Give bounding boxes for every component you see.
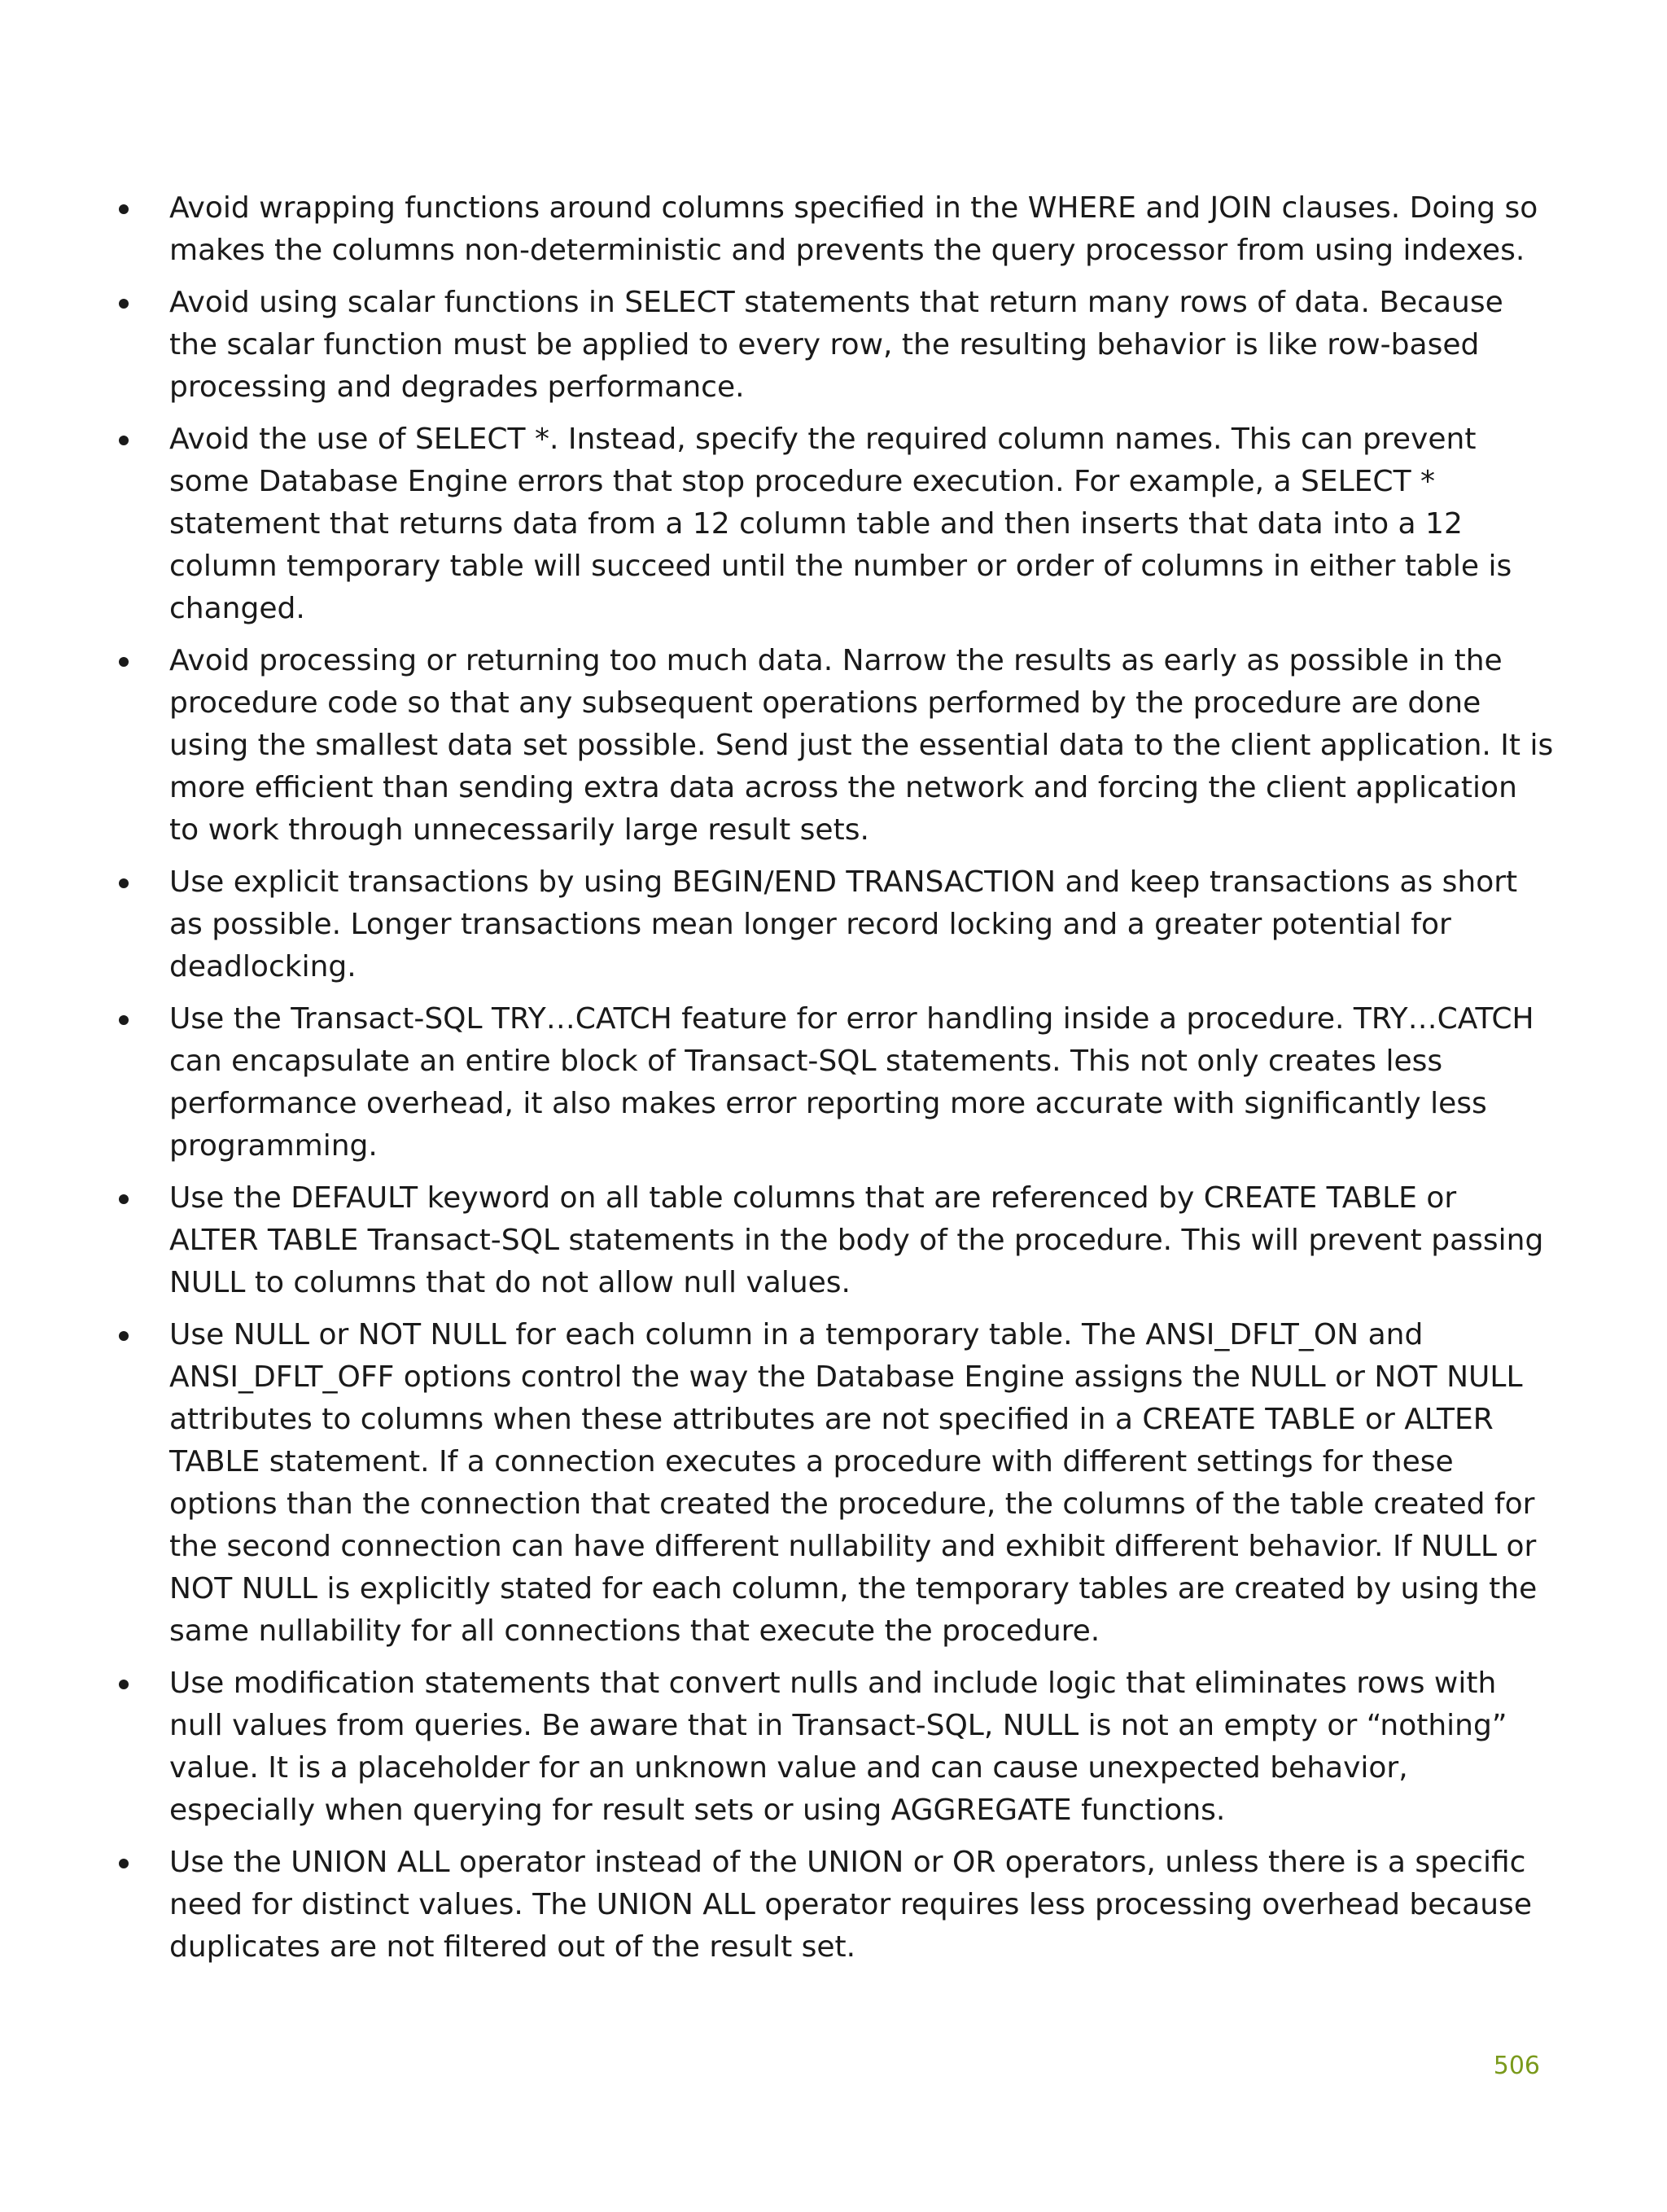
- bullet-dot-icon: [119, 299, 129, 309]
- bullet-dot-icon: [119, 436, 129, 445]
- bullet-item: [114, 282, 1555, 409]
- bullet-text: Use the UNION ALL operator instead of the UNION or OR operators, unless there is a specific need for distinct values. The UNION ALL operator requires less processing overhead because duplicates are not filtered out of the result set.: [169, 1846, 1532, 1964]
- bullet-item: [114, 1314, 1555, 1653]
- bullet-text: Use explicit transactions by using BEGIN/END TRANSACTION and keep transactions as short as possible. Longer transactions mean longer record locking and a greater potential for deadlocking.: [169, 865, 1518, 983]
- bullet-text: Avoid wrapping functions around columns specified in the WHERE and JOIN clauses. Doing so makes the columns non-deterministic and prevents the query processor from using indexes.: [169, 191, 1538, 267]
- bullet-item: [114, 418, 1555, 630]
- bullet-text: Use the Transact-SQL TRY…CATCH feature for error handling inside a procedure. TRY…CATCH can encapsulate an entire block of Transact-SQL statements. This not only creates less performance overhead, it also makes error reporting more accurate with significantly less programming.: [169, 1002, 1534, 1163]
- bullet-item: [114, 1842, 1555, 1969]
- bullet-item: [114, 861, 1555, 988]
- bullet-dot-icon: [119, 204, 129, 214]
- bullet-text: Avoid the use of SELECT *. Instead, specify the required column names. This can prevent some Database Engine errors that stop procedure execution. For example, a SELECT * statement that returns data from a 12 column table and then inserts that data into a 12 column temporary table will succeed until the number or order of columns in either table is changed.: [169, 423, 1512, 625]
- bullet-dot-icon: [119, 1331, 129, 1341]
- bullet-dot-icon: [119, 1680, 129, 1689]
- bullet-list: [114, 187, 1555, 1969]
- bullet-item: [114, 998, 1555, 1167]
- page-number: 506: [1493, 2052, 1540, 2080]
- bullet-dot-icon: [119, 1015, 129, 1025]
- bullet-item: [114, 187, 1555, 272]
- bullet-dot-icon: [119, 1194, 129, 1204]
- bullet-text: Use NULL or NOT NULL for each column in a temporary table. The ANSI_DFLT_ON and ANSI_DFLT_OFF options control the way the Database Engine assigns the NULL or NOT NULL attributes to columns when these attributes are not specified in a CREATE TABLE or ALTER TABLE statement. If a connection executes a procedure with different settings for these options than the connection that created the procedure, the columns of the table created for the second connection can have different nullability and exhibit different behavior. If NULL or NOT NULL is explicitly stated for each column, the temporary tables are created by using the same nullability for all connections that execute the procedure.: [169, 1318, 1538, 1648]
- bullet-dot-icon: [119, 657, 129, 667]
- bullet-text: Use modification statements that convert nulls and include logic that eliminates rows with null values from queries. Be aware that in Transact-SQL, NULL is not an empty or “nothing” value. It is a placeholder for an unknown value and can cause unexpected behavior, especially when querying for result sets or using AGGREGATE functions.: [169, 1667, 1507, 1827]
- bullet-item: [114, 1662, 1555, 1832]
- bullet-text: Avoid processing or returning too much data. Narrow the results as early as possible in the procedure code so that any subsequent operations performed by the procedure are done using the smallest data set possible. Send just the essential data to the client application. It is more efficient than sending extra data across the network and forcing the client application to work through unnecessarily large result sets.: [169, 644, 1554, 847]
- bullet-item: [114, 640, 1555, 852]
- bullet-item: [114, 1177, 1555, 1304]
- bullet-text: Avoid using scalar functions in SELECT statements that return many rows of data. Because the scalar function must be applied to every row, the resulting behavior is like row-based processing and degrades performance.: [169, 286, 1503, 404]
- bullet-dot-icon: [119, 1859, 129, 1868]
- bullet-dot-icon: [119, 878, 129, 888]
- bullet-text: Use the DEFAULT keyword on all table columns that are referenced by CREATE TABLE or ALTER TABLE Transact-SQL statements in the body of the procedure. This will prevent passing NULL to columns that do not allow null values.: [169, 1181, 1544, 1299]
- page-content: [114, 187, 1555, 1978]
